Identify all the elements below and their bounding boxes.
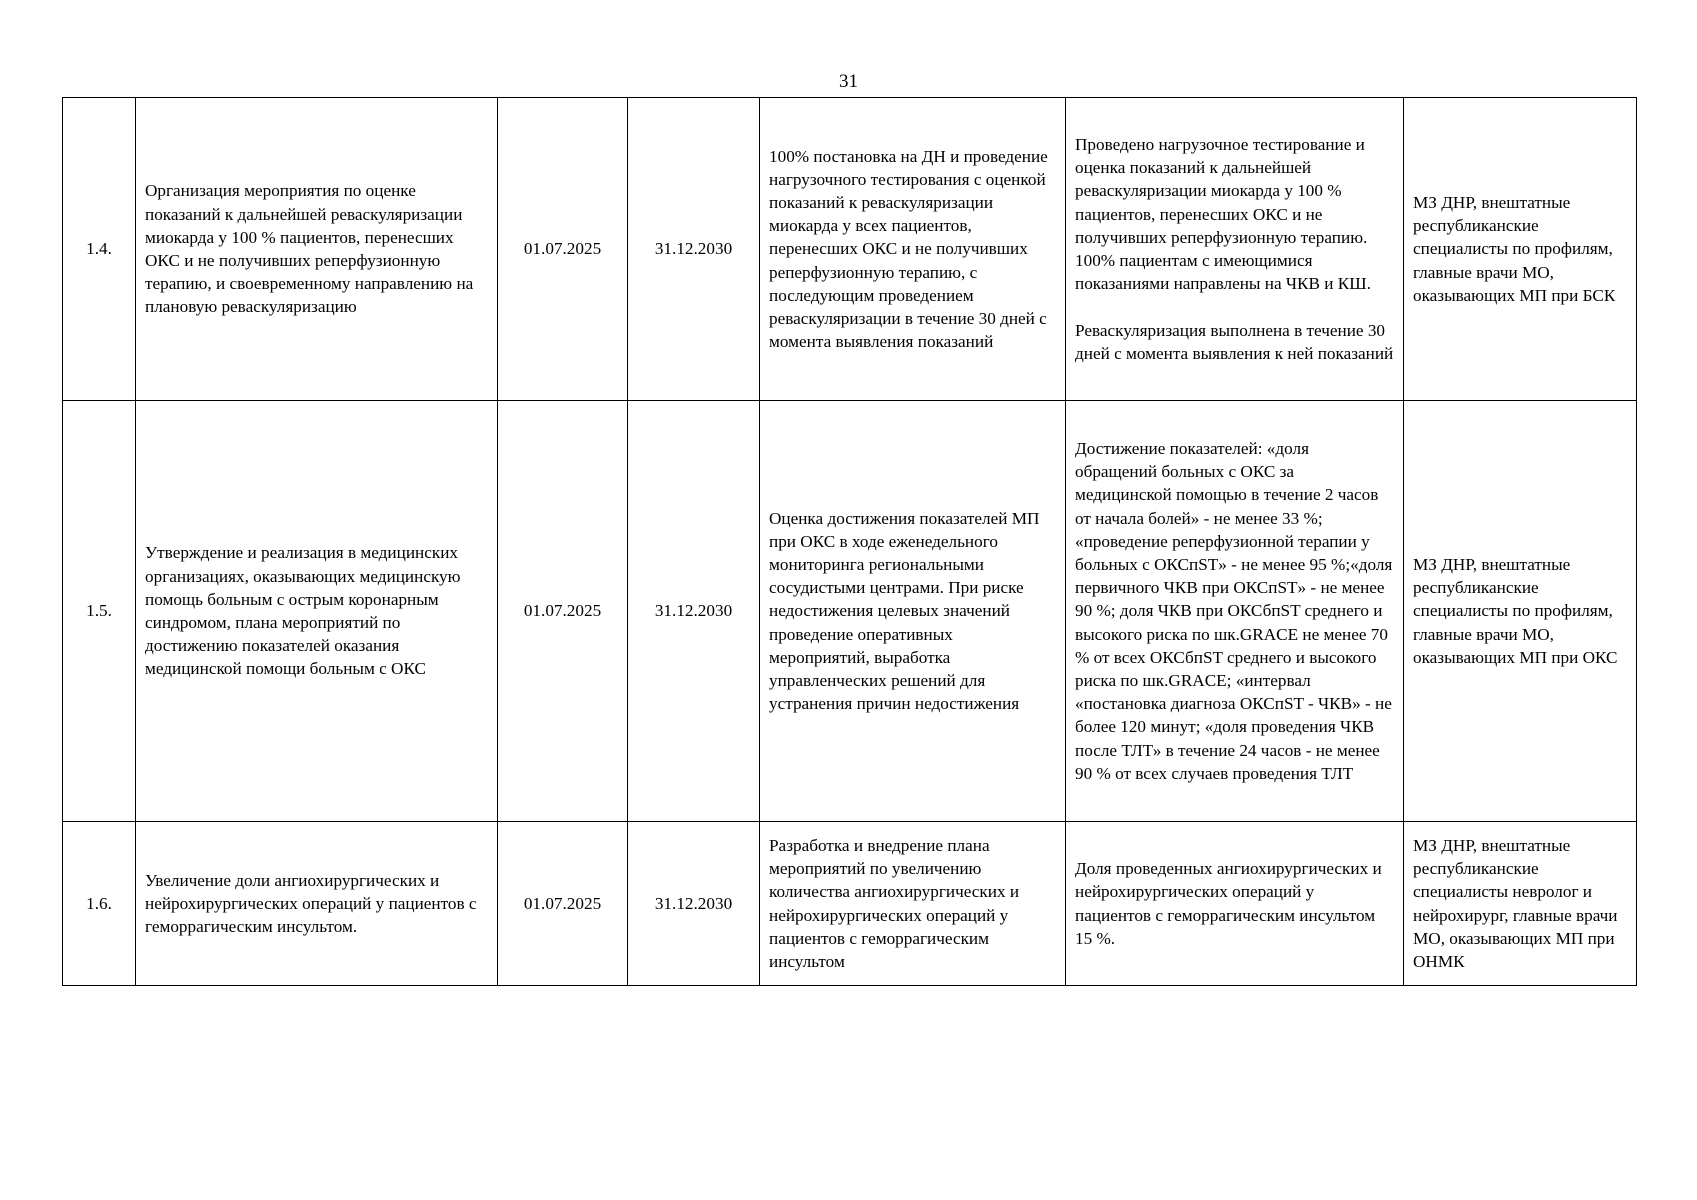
start-date-cell: 01.07.2025: [498, 98, 628, 401]
result-paragraph: Проведено нагрузочное тестирование и оценка показаний к дальнейшей реваскуляризации миокарда у 100 % пациентов, перенесших ОКС и не получивших реперфузионную терапию.: [1075, 135, 1368, 247]
responsible-cell: МЗ ДНР, внештатные республиканские специалисты по профилям, главные врачи МО, оказывающих МП при БСК: [1404, 98, 1637, 401]
action-plan-table: [62, 97, 1637, 986]
result-paragraph: 100% пациентам с имеющимися показаниями направлены на ЧКВ и КШ.: [1075, 251, 1371, 294]
row-number: 1.6.: [63, 822, 136, 986]
result-paragraph: Реваскуляризация выполнена в течение 30 дней с момента выявления к ней показаний: [1075, 320, 1394, 363]
end-date-cell: 31.12.2030: [628, 98, 760, 401]
page-number: 31: [839, 71, 858, 92]
row-number: 1.4.: [63, 98, 136, 401]
indicator-cell: Оценка достижения показателей МП при ОКС в ходе еженедельного мониторинга региональными сосудистыми центрами. При риске недостижения целевых значений проведение оперативных мероприятий, выработка управленческих решений для устранения причин недостижения: [760, 401, 1066, 822]
indicator-cell: Разработка и внедрение плана мероприятий по увеличению количества ангиохирургических и нейрохирургических операций у пациентов с геморрагическим инсультом: [760, 822, 1066, 986]
table-row: [63, 98, 1637, 401]
row-number: 1.5.: [63, 401, 136, 822]
activity-cell: Организация мероприятия по оценке показаний к дальнейшей реваскуляризации миокарда у 100 % пациентов, перенесших ОКС и не получивших реперфузионную терапию, и своевременному направлению на плановую реваскуляризацию: [136, 98, 498, 401]
start-date-cell: 01.07.2025: [498, 401, 628, 822]
table-row: [63, 822, 1637, 986]
paragraph-gap: [1075, 296, 1394, 319]
responsible-cell: МЗ ДНР, внештатные республиканские специалисты невролог и нейрохирург, главные врачи МО, оказывающих МП при ОНМК: [1404, 822, 1637, 986]
end-date-cell: 31.12.2030: [628, 401, 760, 822]
result-cell: [1066, 98, 1404, 401]
table-row: [63, 401, 1637, 822]
activity-cell: Увеличение доли ангиохирургических и нейрохирургических операций у пациентов с геморрагическим инсультом.: [136, 822, 498, 986]
result-cell: Доля проведенных ангиохирургических и нейрохирургических операций у пациентов с геморрагическим инсультом 15 %.: [1066, 822, 1404, 986]
activity-cell: Утверждение и реализация в медицинских организациях, оказывающих медицинскую помощь больным с острым коронарным синдромом, плана мероприятий по достижению показателей оказания медицинской помощи больным с ОКС: [136, 401, 498, 822]
responsible-cell: МЗ ДНР, внештатные республиканские специалисты по профилям, главные врачи МО, оказывающих МП при ОКС: [1404, 401, 1637, 822]
end-date-cell: 31.12.2030: [628, 822, 760, 986]
result-cell: Достижение показателей: «доля обращений больных с ОКС за медицинской помощью в течение 2 часов от начала болей» - не менее 33 %; «проведение реперфузионной терапии у больных с ОКСпST» - не менее 95 %;«доля первичного ЧКВ при ОКСпST» - не менее 90 %; доля ЧКВ при ОКСбпST среднего и высокого риска по шк.GRACE не менее 70 % от всех ОКСбпST среднего и высокого риска по шк.GRACE; «интервал «постановка диагноза ОКСпST - ЧКВ» - не более 120 минут; «доля проведения ЧКВ после ТЛТ» в течение 24 часов - не менее 90 % от всех случаев проведения ТЛТ: [1066, 401, 1404, 822]
indicator-cell: 100% постановка на ДН и проведение нагрузочного тестирования с оценкой показаний к реваскуляризации миокарда у всех пациентов, перенесших ОКС и не получивших реперфузионную терапию, с последующим проведением реваскуляризации в течение 30 дней с момента выявления показаний: [760, 98, 1066, 401]
start-date-cell: 01.07.2025: [498, 822, 628, 986]
